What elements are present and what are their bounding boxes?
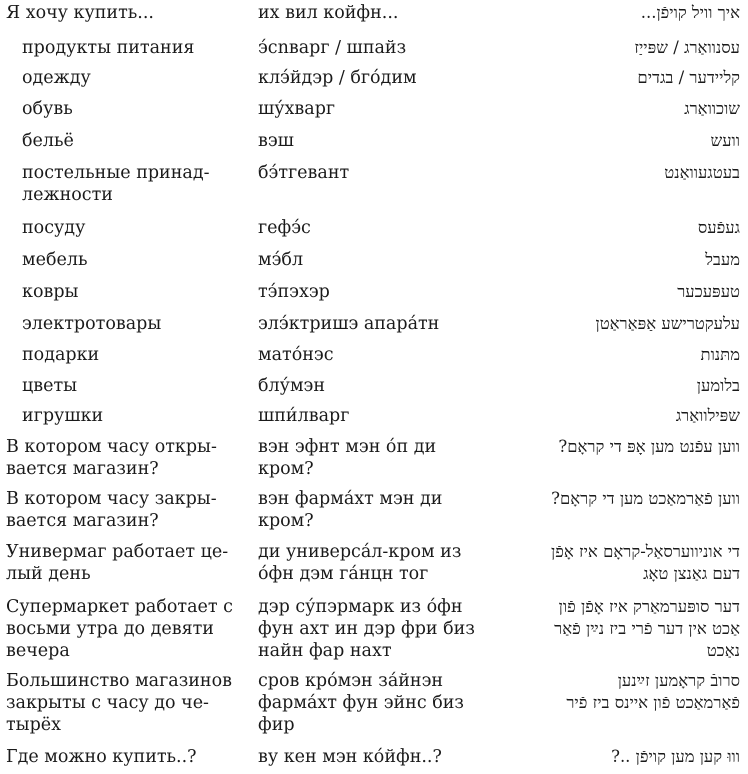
transliteration: э́сnварг / шпайз [258, 38, 407, 58]
transliteration: их вил койфн... [258, 3, 399, 23]
russian-phrase: мебель [22, 250, 88, 270]
russian-phrase: обувь [22, 99, 73, 119]
transliteration: ву кен мэн ко́йфн..? [258, 747, 442, 767]
russian-phrase: Большинство магазинов закрыты с часу до че- тырёх [6, 671, 232, 735]
yiddish-phrase: געפֿעס [697, 218, 740, 237]
russian-phrase: постельные принад- лежности [22, 163, 210, 205]
transliteration: шу́хварг [258, 99, 336, 119]
yiddish-phrase: קליידער / בגדים [637, 68, 740, 87]
russian-phrase: В котором часу откры- вается магазин? [6, 437, 217, 479]
yiddish-phrase: מתּנות [700, 345, 740, 364]
transliteration: вэш [258, 131, 294, 151]
transliteration: шпи́лварг [258, 406, 350, 426]
yiddish-phrase: עלעקטרישע אַפּאַראַטן [595, 314, 740, 333]
russian-phrase: Универмаг работает це- лый день [6, 542, 229, 584]
yiddish-phrase: וועש [710, 131, 740, 150]
yiddish-phrase: עסנוואַרג / שפּייַז [634, 38, 740, 57]
transliteration: мэ́бл [258, 250, 304, 270]
transliteration: мато́нэс [258, 345, 334, 365]
transliteration: сров кро́мэн за́йнэн фарма́хт фун эйнс биз фир [258, 671, 464, 735]
yiddish-phrase: דער סופּערמאַרק איז אָפֿן פֿון אַכט אין דער פֿרי ביז נײַן פֿאַר נאַכט [554, 597, 740, 660]
transliteration: дэр су́пэрмарк из о́фн фун ахт ин дэр фри биз найн фар нахт [258, 597, 475, 661]
transliteration: блу́мэн [258, 376, 326, 396]
yiddish-phrase: בלומען [696, 376, 740, 395]
russian-phrase: посуду [22, 218, 86, 238]
russian-phrase: продукты питания [22, 38, 195, 58]
yiddish-phrase: סרובֿ קראָמען זײַנען פֿאַרמאַכט פֿון איינס ביז פֿיר [566, 671, 740, 712]
yiddish-phrase: שוכוואַרג [684, 99, 740, 118]
transliteration: элэ́ктришэ апара́тн [258, 314, 440, 334]
russian-phrase: Супермаркет работает с восьми утра до девяти вечера [6, 597, 233, 661]
yiddish-phrase: ווען עפֿנט מען אָפּ די קראָם? [558, 437, 740, 456]
russian-phrase: Где можно купить..? [6, 747, 197, 767]
yiddish-phrase: טעפּעכער [677, 282, 740, 301]
russian-phrase: Я хочу купить... [6, 3, 154, 23]
yiddish-phrase: מעבל [705, 250, 740, 269]
yiddish-phrase: בעטגעוואַנט [664, 163, 740, 182]
transliteration: клэ́йдэр / бго́дим [258, 68, 417, 88]
russian-phrase: В котором часу закры- вается магазин? [6, 489, 217, 531]
yiddish-phrase: וווּ קען מען קויפֿן ..? [611, 747, 740, 766]
russian-phrase: бельё [22, 131, 74, 151]
yiddish-phrase: די אוניווערסאַל-קראָם איז אָפֿן דעם גאַנצן טאָג [551, 542, 740, 583]
yiddish-phrase: איך וויל קויפֿן... [640, 3, 740, 22]
yiddish-phrase: ווען פֿאַרמאַכט מען די קראָם? [551, 489, 740, 508]
russian-phrase: одежду [22, 68, 91, 88]
russian-phrase: электротовары [22, 314, 162, 334]
transliteration: бэ́тгевант [258, 163, 350, 183]
yiddish-phrase: שפּילוואַרג [675, 406, 740, 425]
transliteration: ди универса́л-кром из о́фн дэм га́нцн тог [258, 542, 462, 584]
russian-phrase: ковры [22, 282, 79, 302]
transliteration: вэн фарма́хт мэн ди кром? [258, 489, 443, 531]
russian-phrase: игрушки [22, 406, 104, 426]
transliteration: вэн эфнт мэн о́п ди кром? [258, 437, 437, 479]
transliteration: гефэ́с [258, 218, 311, 238]
russian-phrase: цветы [22, 376, 78, 396]
russian-phrase: подарки [22, 345, 100, 365]
transliteration: тэ́пэхэр [258, 282, 330, 302]
